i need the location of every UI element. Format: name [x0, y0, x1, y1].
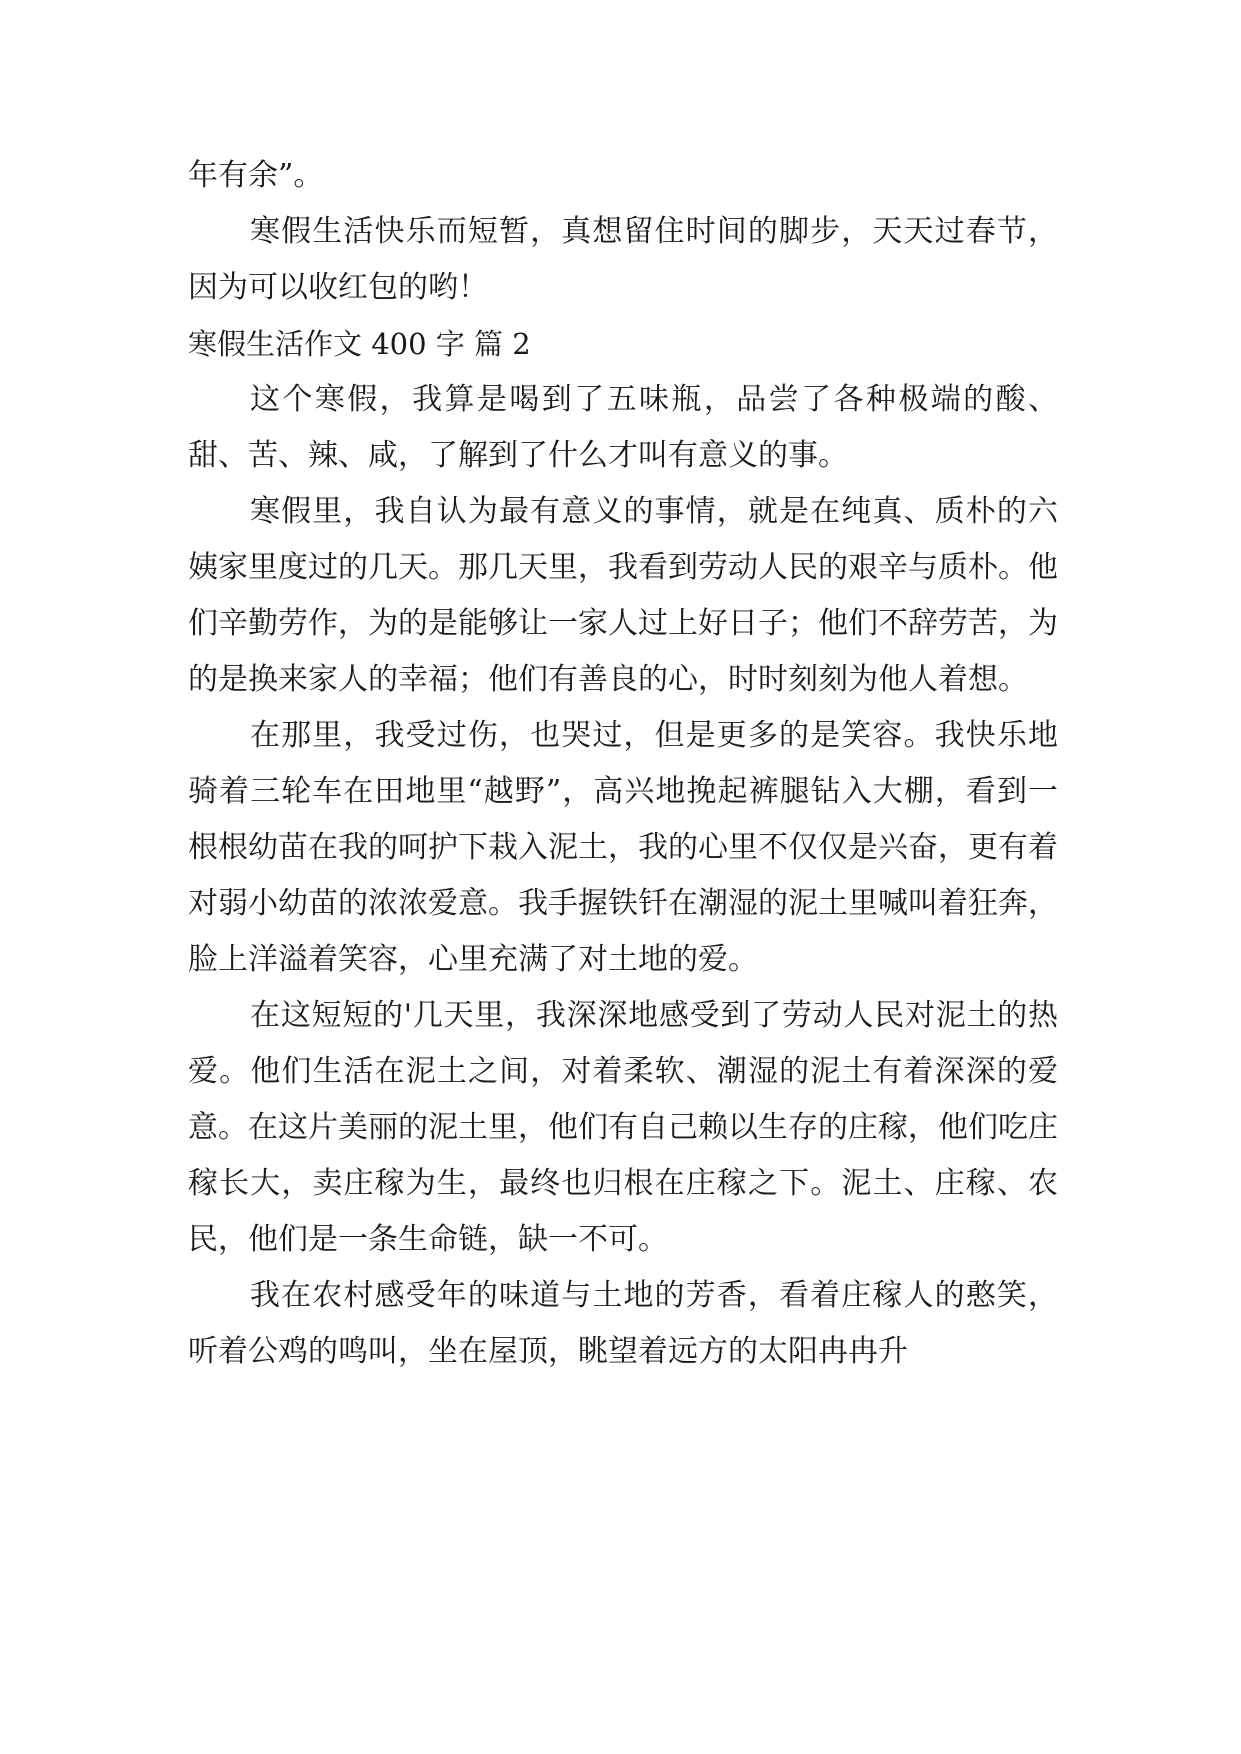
paragraph-ending: 寒假生活快乐而短暂，真想留住时间的脚步，天天过春节，因为可以收红包的哟！: [188, 214, 1058, 305]
document-body: [188, 148, 1058, 1380]
paragraph-body: 在这短短的'几天里，我深深地感受到了劳动人民对泥土的热爱。他们生活在泥土之间，对着柔软、潮湿的泥土有着深深的爱意。在这片美丽的泥土里，他们有自己赖以生存的庄稼，他们吃庄稼长大，卖庄稼为生，最终也归根在庄稼之下。泥土、庄稼、农民，他们是一条生命链，缺一不可。: [188, 998, 1058, 1257]
paragraph-intro: 这个寒假，我算是喝到了五味瓶，品尝了各种极端的酸、甜、苦、辣、咸，了解到了什么才叫有意义的事。: [188, 382, 1058, 473]
paragraph-body: 在那里，我受过伤，也哭过，但是更多的是笑容。我快乐地骑着三轮车在田地里“越野”，高兴地挽起裤腿钻入大棚，看到一根根幼苗在我的呵护下栽入泥土，我的心里不仅仅是兴奋，更有着对弱小幼苗的浓浓爱意。我手握铁钎在潮湿的泥土里喊叫着狂奔，脸上洋溢着笑容，心里充满了对土地的爱。: [188, 718, 1058, 977]
section-heading: 寒假生活作文 400 字 篇 2: [188, 327, 531, 361]
paragraph-body: 寒假里，我自认为最有意义的事情，就是在纯真、质朴的六姨家里度过的几天。那几天里，我看到劳动人民的艰辛与质朴。他们辛勤劳作，为的是能够让一家人过上好日子；他们不辞劳苦，为的是换来家人的幸福；他们有善良的心，时时刻刻为他人着想。: [188, 494, 1058, 697]
paragraph-body: 我在农村感受年的味道与土地的芳香，看着庄稼人的憨笑，听着公鸡的鸣叫，坐在屋顶，眺望着远方的太阳冉冉升: [188, 1278, 1058, 1369]
paragraph-continuation: 年有余”。: [188, 158, 324, 193]
